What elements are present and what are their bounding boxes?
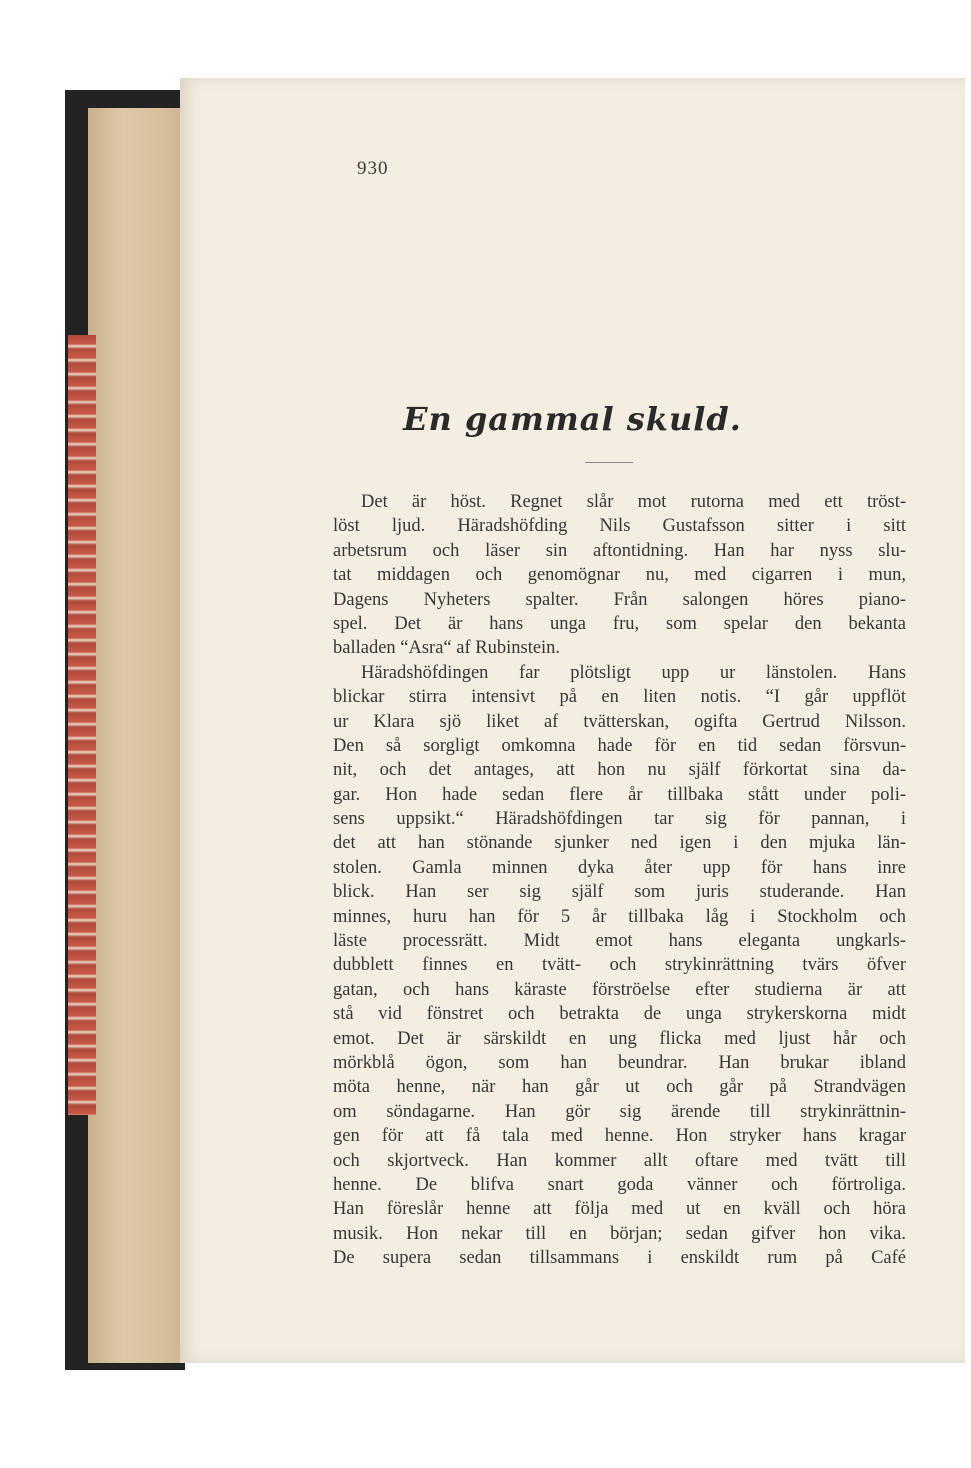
- text-line: Det är höst. Regnet slår mot rutorna med ett tröst-: [361, 492, 906, 512]
- text-line: det att han stönande sjunker ned igen i den mjuka län-: [333, 833, 906, 854]
- text-line: gar. Hon hade sedan flere år tillbaka stått under poli-: [333, 784, 906, 805]
- text-line: blick. Han ser sig själf som juris studerande. Han: [333, 882, 906, 903]
- text-line: balladen “Asra“ af Rubinstein.: [333, 638, 561, 659]
- text-line: blickar stirra intensivt på en liten notis. “I går uppflöt: [333, 687, 906, 708]
- text-line: tat middagen och genomögnar nu, med cigarren i mun,: [333, 565, 906, 586]
- text-line: minnes, huru han för 5 år tillbaka låg i Stockholm och: [333, 906, 906, 927]
- text-line: musik. Hon nekar till en början; sedan gifver hon vika.: [333, 1223, 906, 1244]
- text-line: sens uppsikt.“ Häradshöfdingen tar sig för pannan, i: [333, 809, 906, 830]
- text-line: läste processrätt. Midt emot hans eleganta ungkarls-: [333, 931, 906, 952]
- text-line: möta henne, när han går ut och går på Strandvägen: [333, 1077, 906, 1098]
- text-line: dubblett finnes en tvätt- och strykinrättning tvärs öfver: [333, 955, 906, 976]
- text-line: Han föreslår henne att följa med ut en kväll och höra: [333, 1199, 906, 1220]
- text-line: om söndagarne. Han gör sig ärende till strykinrättnin-: [333, 1101, 906, 1122]
- text-line: gatan, och hans käraste förströelse efter studierna är att: [333, 979, 906, 1000]
- text-line: och skjortveck. Han kommer allt oftare med tvätt till: [333, 1150, 906, 1171]
- text-line: Häradshöfdingen far plötsligt upp ur länstolen. Hans: [361, 662, 906, 683]
- text-line: löst ljud. Häradshöfding Nils Gustafsson sitter i sitt: [333, 516, 906, 537]
- text-line: gen för att få tala med henne. Hon stryker hans kragar: [333, 1126, 906, 1147]
- text-line: nit, och det antages, att hon nu själf förkortat sina da-: [333, 760, 906, 781]
- text-line: henne. De blifva snart goda vänner och förtroliga.: [333, 1174, 906, 1195]
- text-line: ur Klara sjö liket af tvätterskan, ogifta Gertrud Nilsson.: [333, 711, 906, 732]
- text-line: stå vid fönstret och betrakta de unga strykerskorna midt: [333, 1004, 906, 1025]
- text-line: spel. Det är hans unga fru, som spelar den bekanta: [333, 613, 906, 634]
- text-line: arbetsrum och läser sin aftontidning. Han har nyss slu-: [333, 540, 906, 561]
- title-divider: [585, 462, 633, 463]
- text-line: stolen. Gamla minnen dyka åter upp för hans inre: [333, 857, 906, 878]
- book-page: [180, 78, 965, 1363]
- text-line: emot. Det är särskildt en ung flicka med ljust hår och: [333, 1028, 906, 1049]
- chapter-title: En gammal skuld.: [403, 400, 742, 438]
- page-number: 930: [357, 158, 389, 179]
- text-line: De supera sedan tillsammans i enskildt rum på Café: [333, 1248, 906, 1269]
- page-block-edge: [88, 108, 188, 1363]
- text-line: Den så sorgligt omkomna hade för en tid sedan försvun-: [333, 735, 906, 756]
- body-text: [333, 490, 906, 1271]
- red-spine-decoration: [68, 335, 96, 1115]
- text-line: Dagens Nyheters spalter. Från salongen höres piano-: [333, 589, 906, 610]
- text-line: mörkblå ögon, som han beundrar. Han brukar ibland: [333, 1052, 906, 1073]
